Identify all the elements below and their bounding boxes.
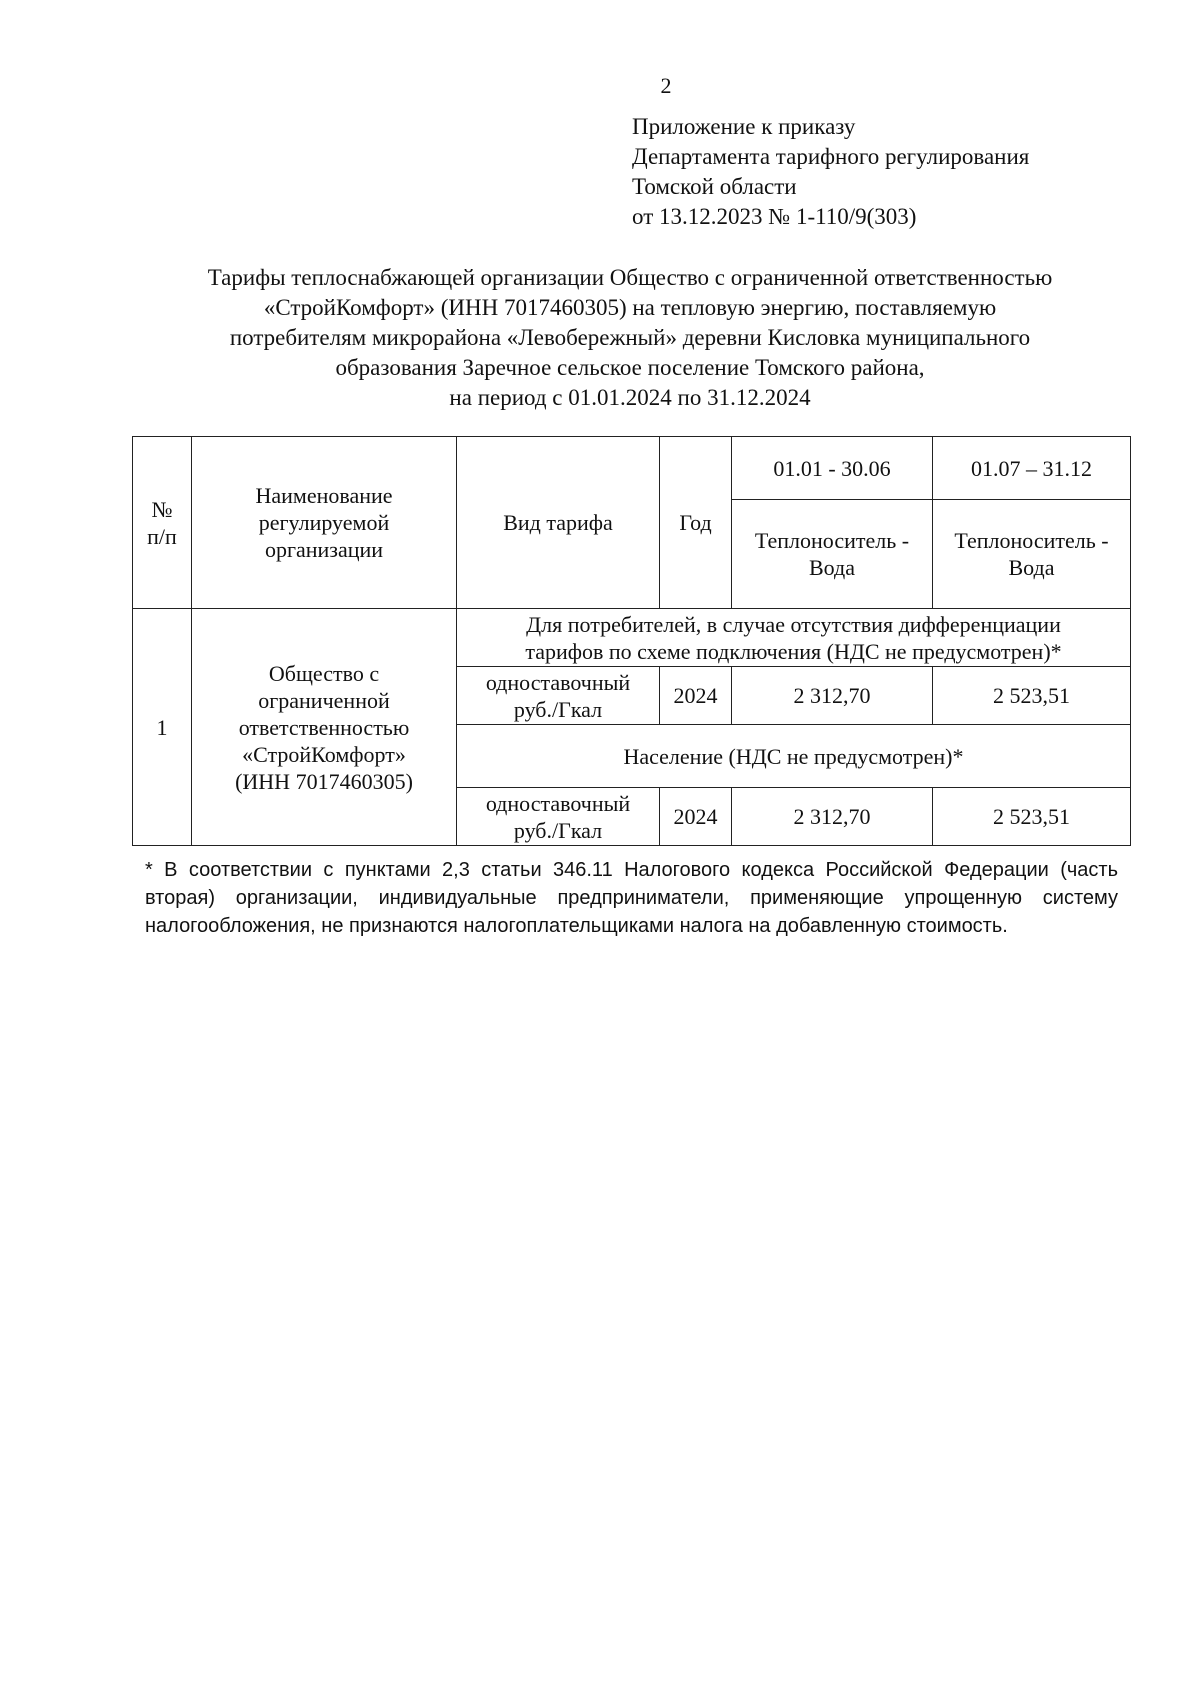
tariff-type-cell: одноставочный руб./Гкал <box>457 788 660 846</box>
appendix-header <box>632 112 1029 232</box>
header-row-number: № п/п <box>133 437 192 609</box>
header-tariff-type: Вид тарифа <box>457 437 660 609</box>
header-carrier-1: Теплоноситель - Вода <box>732 500 933 609</box>
header-organization: Наименование регулируемой организации <box>192 437 457 609</box>
row-number: 1 <box>133 609 192 846</box>
header-period-2: 01.07 – 31.12 <box>933 437 1131 500</box>
table-header-row <box>133 437 1131 500</box>
section-label-general: Для потребителей, в случае отсутствия дифференциации тарифов по схеме подключения (НДС не предусмотрен)* <box>457 609 1131 667</box>
tariff-value-period-2: 2 523,51 <box>933 788 1131 846</box>
vat-footnote: * В соответствии с пунктами 2,3 статьи 346.11 Налогового кодекса Российской Федерации (часть вторая) организации, индивидуальные предприниматели, применяющие упрощенную систему налогообложения, не признаются налогоплательщиками налога на добавленную стоимость. <box>145 859 1118 937</box>
tariff-value-period-1: 2 312,70 <box>732 667 933 725</box>
header-period-1: 01.01 - 30.06 <box>732 437 933 500</box>
appendix-line: Приложение к приказу <box>632 114 856 139</box>
tariff-type-cell: одноставочный руб./Гкал <box>457 667 660 725</box>
header-carrier-2: Теплоноситель - Вода <box>933 500 1131 609</box>
year-cell: 2024 <box>660 667 732 725</box>
header-year: Год <box>660 437 732 609</box>
table-row <box>133 609 1131 667</box>
appendix-date-number: от 13.12.2023 № 1-110/9(303) <box>632 204 917 229</box>
appendix-line: Томской области <box>632 174 797 199</box>
title-line: Тарифы теплоснабжающей организации Общество с ограниченной ответственностью <box>207 265 1053 290</box>
title-line: «СтройКомфорт» (ИНН 7017460305) на тепловую энергию, поставляемую <box>263 295 997 320</box>
tariff-table <box>132 436 1131 846</box>
appendix-line: Департамента тарифного регулирования <box>632 144 1030 169</box>
title-line: на период с 01.01.2024 по 31.12.2024 <box>449 385 811 410</box>
organization-name: Общество с ограниченной ответственностью «СтройКомфорт» (ИНН 7017460305) <box>192 609 457 846</box>
section-label-population: Население (НДС не предусмотрен)* <box>457 725 1131 788</box>
tariff-value-period-1: 2 312,70 <box>732 788 933 846</box>
tariff-value-period-2: 2 523,51 <box>933 667 1131 725</box>
title-line: образования Заречное сельское поселение Томского района, <box>335 355 925 380</box>
page-number: 2 <box>660 73 672 98</box>
title-line: потребителям микрорайона «Левобережный» деревни Кисловка муниципального <box>229 325 1031 350</box>
document-title <box>120 263 1140 413</box>
year-cell: 2024 <box>660 788 732 846</box>
